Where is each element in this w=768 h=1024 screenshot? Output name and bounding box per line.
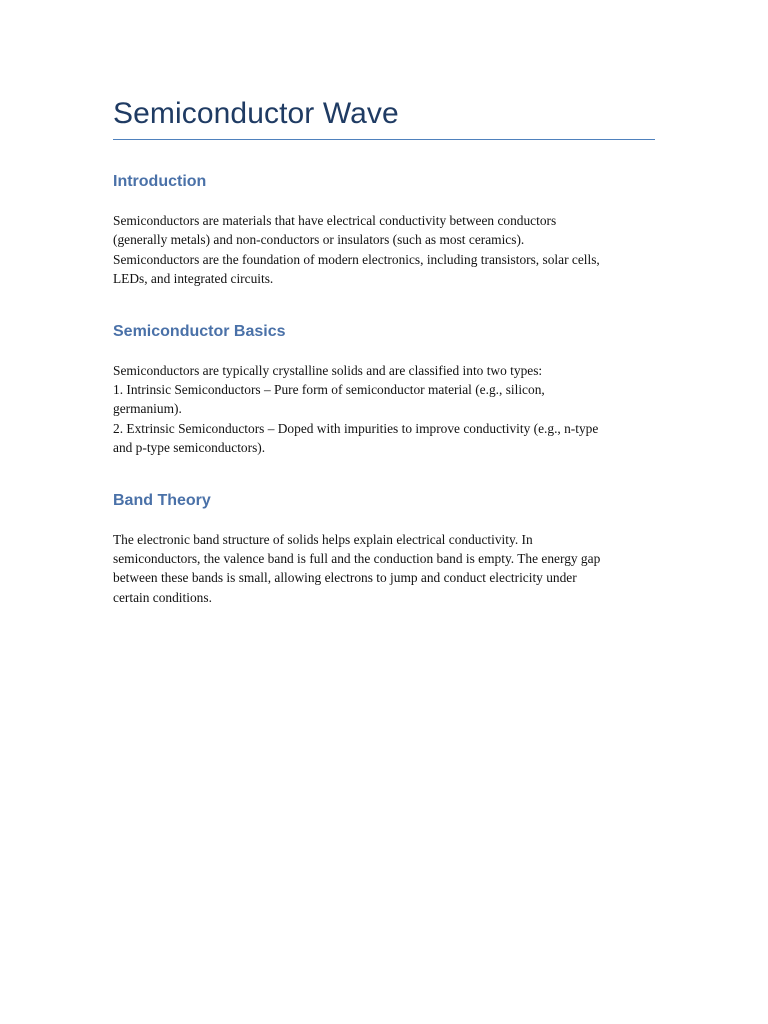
list-item-intrinsic-continued: germanium). — [113, 401, 182, 417]
section-heading-introduction: Introduction — [113, 173, 207, 190]
list-item-intrinsic: 1. Intrinsic Semiconductors – Pure form of semiconductor material (e.g., silicon, — [113, 382, 545, 398]
title-underline — [113, 139, 655, 140]
paragraph-line: between these bands is small, allowing electrons to jump and conduct electricity under — [113, 570, 577, 586]
document-page — [113, 94, 655, 607]
paragraph-line: LEDs, and integrated circuits. — [113, 271, 274, 287]
paragraph-line: Semiconductors are typically crystalline solids and are classified into two types: — [113, 362, 543, 378]
paragraph-line: certain conditions. — [113, 589, 212, 605]
paragraph-line: Semiconductors are the foundation of modern electronics, including transistors, solar cells, — [113, 251, 600, 267]
semiconductor-basics-paragraph — [113, 361, 655, 458]
band-theory-paragraph — [113, 530, 655, 608]
paragraph-line: Semiconductors are materials that have electrical conductivity between conductors — [113, 213, 557, 228]
section-heading-band-theory: Band Theory — [113, 491, 211, 509]
paragraph-line: (generally metals) and non-conductors or insulators (such as most ceramics). — [113, 232, 525, 248]
section-heading-semiconductor-basics: Semiconductor Basics — [113, 322, 286, 340]
introduction-paragraph — [113, 211, 655, 289]
paragraph-line: The electronic band structure of solids helps explain electrical conductivity. In — [113, 531, 533, 547]
paragraph-line: semiconductors, the valence band is full and the conduction band is empty. The energy gap — [113, 551, 601, 567]
document-title: Semiconductor Wave — [113, 97, 399, 130]
list-item-extrinsic-continued: and p-type semiconductors). — [113, 440, 266, 456]
list-item-extrinsic: 2. Extrinsic Semiconductors – Doped with impurities to improve conductivity (e.g., n-type — [113, 420, 599, 436]
